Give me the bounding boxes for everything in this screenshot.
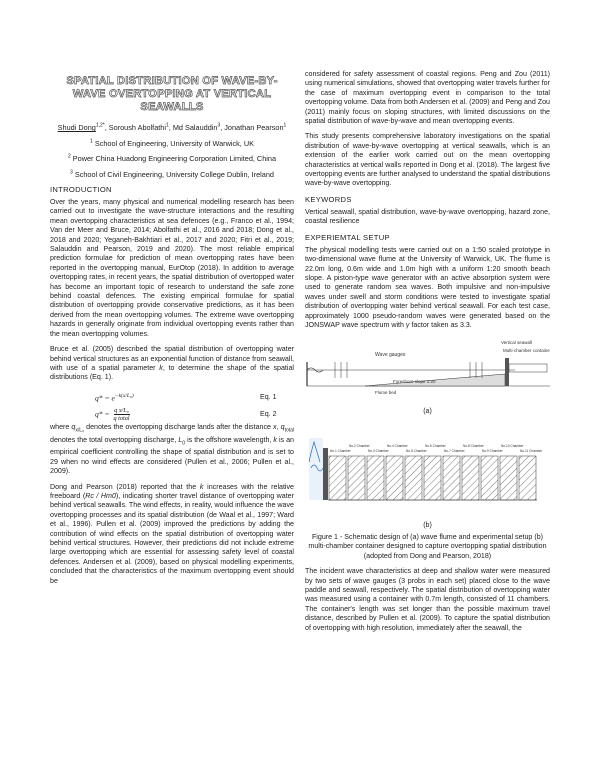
math-symbol: q [71,422,76,431]
chamber-8 [462,456,479,500]
chamber-label: No.9 Chamber [482,449,503,454]
section-heading-introduction: INTRODUCTION [50,185,112,195]
right-paragraph-2: This study presents comprehensive laboratory investigations on the spatial distribution of wave-by-wave overtopping at vertical seawalls, which is an extension of the earlier work carried out on the mean overtopping characteristics at vertical walls reported in Dong et al. (2018). The largest five overtopping events are further analysed to understand the spatial distributions wave-by-wave overtopping. [305,132,550,188]
figure-caption: Figure 1 - Schematic design of (a) wave flume and experimental setup (b) multi-chamber container designed to capture overtopping spatial distribution (adopted from Dong and Pearson, 2018) [308,532,547,560]
experimental-paragraph-1 [305,246,550,331]
experimental-paragraph-2: The incident wave characteristics at deep and shallow water were measured by two sets of wave gauges (3 probs in each set) placed close to the wave paddle and seawall, respectively. The spatial distribution of overtopping water was measured using a container with 0.7m length, consisted of 11 chambers. The container's length was set longer than the possible maximum travel distance, described by Pullen et al. (2009). To capture the spatial distribution of overtopping with high resolution, immediately after the seawall, the [305,567,550,632]
text-run: , to determine the shape of the spatial distributions (Eq. 1). [50,363,295,382]
affiliation [50,154,294,163]
equation-number: Eq. 1 [260,392,277,401]
text-run: Bruce et al. (2005) described the spatial distribution of overtopping water behind vertical structures as an exponential function of distance from seawall, with use of a spatial parameter [50,345,294,372]
eq-denominator: q total [113,414,130,422]
figure-label-a: (a) [423,407,432,415]
chamber-label: No.8 Chamber [463,444,484,449]
multichamber-label: Multi-chamber container [503,348,550,354]
math-subscript: 0 [182,439,186,446]
where-paragraph [50,423,294,477]
author-affiliation-mark: 1 [165,122,169,129]
affiliation-mark: 2 [67,153,71,160]
math-symbol: x [273,422,277,431]
text-run: denotes the overtopping discharge lands after the distance [84,422,274,431]
chamber-4 [386,456,403,500]
math-symbol: q [280,422,285,431]
chamber-3 [367,456,384,500]
figure-1 [305,336,550,561]
text-run: The physical modelling tests were carried out on a 1:50 scaled prototype in two-dimensional wave flume at the University of Warwick, UK. The flume is 22.0m long, 0.6m wide and 1.0m high with a uniform 1:20 smooth beach slope. A piston-type wave generator with an active absorption system were used to generate random sea waves. Both impulsive and non-impulsive waves under swell and storm conditions were tested to investigate spatial distribution of overtopping water behind vertical seawall. For each test case, approximately 1000 pseudo-random waves were generated based on the JONSWAP wave spectrum with [305,245,550,329]
keywords-text: Vertical seawall, spatial distribution, wave-by-wave overtopping, hazard zone, coastal resilience [305,207,550,226]
multi-chamber-diagram [305,418,550,516]
text-run: factor taken as 3.3. [409,320,472,329]
right-column [305,70,550,639]
chamber-label: No.6 Chamber [425,444,446,449]
chamber-9 [481,456,498,500]
affiliation [50,139,294,148]
math-symbol: γ [405,320,410,329]
chamber-1 [329,456,346,500]
author-list [50,123,294,132]
text-run: increases with the relative freeboard ( [50,482,294,500]
equation-number: Eq. 2 [260,409,277,418]
eq-lhs: q* = e [95,393,115,403]
water-column [309,438,323,500]
dong-pearson-paragraph [50,483,294,586]
chamber-6 [424,456,441,500]
text-run: ), indicating shorter travel distance of overtopping water behind vertical seawalls. The wind effects, in reality, would influence the wave overtopping processes and its spatial distribution (de Waal et al., 1997; Ward et al., 1996). Pullen et al. (2009) improved the predictions by adding the contribution of wind effects on the spatial distribution of overtopping water behind vertical structures. However, their predictions did not include extreme large overtopping which are essential for assessing safety level of coastal defences. Andersen et al. (2009), based on physical modelling experiments, concluded that the characteristics of the maximum overtopping event should be [50,491,294,585]
right-paragraph-1: considered for safety assessment of coastal regions. Peng and Zou (2011) using numerical simulations, showed that overtopping water travels further for the case of maximum overtopping event in comparison to the total overtopping volume. Data from both Andersen et al. (2009) and Peng and Zou (2011) mainly focus on sloping structures, with limited discussions on the spatial distribution of wave-by-wave and mean overtopping events. [305,70,550,126]
author-affiliation-mark: 3 [217,122,221,129]
vertical-seawall-label: Vertical seawall [501,340,533,346]
chamber-label: No.4 Chamber [387,444,408,449]
chamber-label: No.1 Chamber [330,449,351,454]
author-affiliation-mark: 1 [283,122,287,129]
intro-paragraph-2 [50,345,294,383]
left-column [50,70,294,592]
equation-2 [50,406,294,423]
math-symbol: k [199,482,204,491]
flume-bed-label: Flume bed [375,390,397,396]
text-run: is an empirical coefficient controlling the shape of spatial distribution and is set to 29 when no wind effects are considered (Pullen et al., 2006; Pullen et al., 2009). [50,435,294,476]
chamber-group [329,444,543,500]
author-name: , Md Salauddin [168,123,218,133]
slope-label: Foreshore slope 1:20 [393,379,436,385]
chamber-11 [519,456,536,500]
equation-1 [50,389,294,406]
wave-gauges-label: Wave gauges [375,352,406,359]
math-subscript: x/L₀ [75,427,85,434]
affiliation-mark: 3 [70,169,73,176]
section-heading-keywords: KEYWORDS [305,194,352,204]
math-symbol: Rc / Hm0 [85,491,116,500]
affiliation-text: School of Civil Engineering, University College Dublin, Ireland [74,169,274,179]
equation-expression [50,407,260,422]
wave-flume-diagram [305,336,550,402]
text-run: is the offshore wavelength, [185,435,274,444]
text-run: where [50,422,72,431]
paper-title: SPATIAL DISTRIBUTION OF WAVE-BY-WAVE OVERTOPPING AT VERTICAL SEAWALLS [66,75,278,113]
affiliation-text: School of Engineering, University of Warwick, UK [94,138,254,148]
affiliation-mark: 1 [90,138,93,145]
intro-paragraph-1: Over the years, many physical and numerical modelling research has been carried out to investigate the wave-structure interactions and the resulting mean overtopping characteristics at sea defences (e.g., Franco et al., 1994; Van der Meer and Bruce, 2014; Abolfathi et al., 2016 and 2018; Dong et al., 2018 and 2020; Yeganeh-Bakhtiari et al., 2017 and 2020; Fitri et al., 2019; Salauddin and Pearson, 2019 and 2020). The most reliable empirical prediction formulae for prediction of mean overtopping rates have been reported in the overtopping manual, EurOtop (2018). In addition to average overtopping rates, in recent years, the spatial distribution of overtopped water has become an important topic of research to understand the safe zone behind coastal defences. The existing empirical formulae for spatial distribution of overtopping provide conservative predictions, as it has been derived from the mean overtopping volumes. The extreme wave overtopping hazards in generally originate from individual overtopping events rather than the mean overtopping volumes. [50,198,294,338]
equation-expression [50,392,260,403]
chamber-label: No.2 Chamber [349,444,370,449]
figure-label-b: (b) [423,521,432,529]
multi-chamber-container [509,364,547,372]
math-symbol: L [178,435,183,444]
vertical-seawall [505,358,509,386]
section-heading-experimental: EXPERIEMTAL SETUP [305,232,390,242]
chamber-label: No.10 Chamber [501,444,524,449]
chamber-5 [405,456,422,500]
author-name: , Jonathan Pearson [220,123,284,133]
chamber-label: No.3 Chamber [368,449,389,454]
author-name: Shudi Dong [57,123,96,133]
chamber-2 [348,456,365,500]
chamber-10 [500,456,517,500]
math-subscript: total [284,427,295,434]
chamber-label: No.7 Chamber [444,449,465,454]
chamber-7 [443,456,460,500]
author-affiliation-mark: 1,2* [95,122,105,129]
text-run: Dong and Pearson (2018) reported that the [50,482,200,491]
author-name: , Soroush Abolfathi [104,123,166,133]
eq-exponent: −k(x/L₀) [114,392,134,399]
eq-lhs: q* = [95,408,110,418]
affiliation-text: Power China Huadong Engineering Corporation Limited, China [72,154,277,164]
eq-numerator: q x/L₀ [114,406,129,414]
chamber-label: No.5 Chamber [406,449,427,454]
text-run: , [276,422,281,431]
math-symbol: k [159,363,163,372]
chamber-label: No.11 Chamber [520,449,543,454]
affiliation [50,170,294,179]
text-run: denotes the total overtopping discharge, [50,435,179,444]
seawall [323,448,328,500]
math-symbol: k [273,435,277,444]
